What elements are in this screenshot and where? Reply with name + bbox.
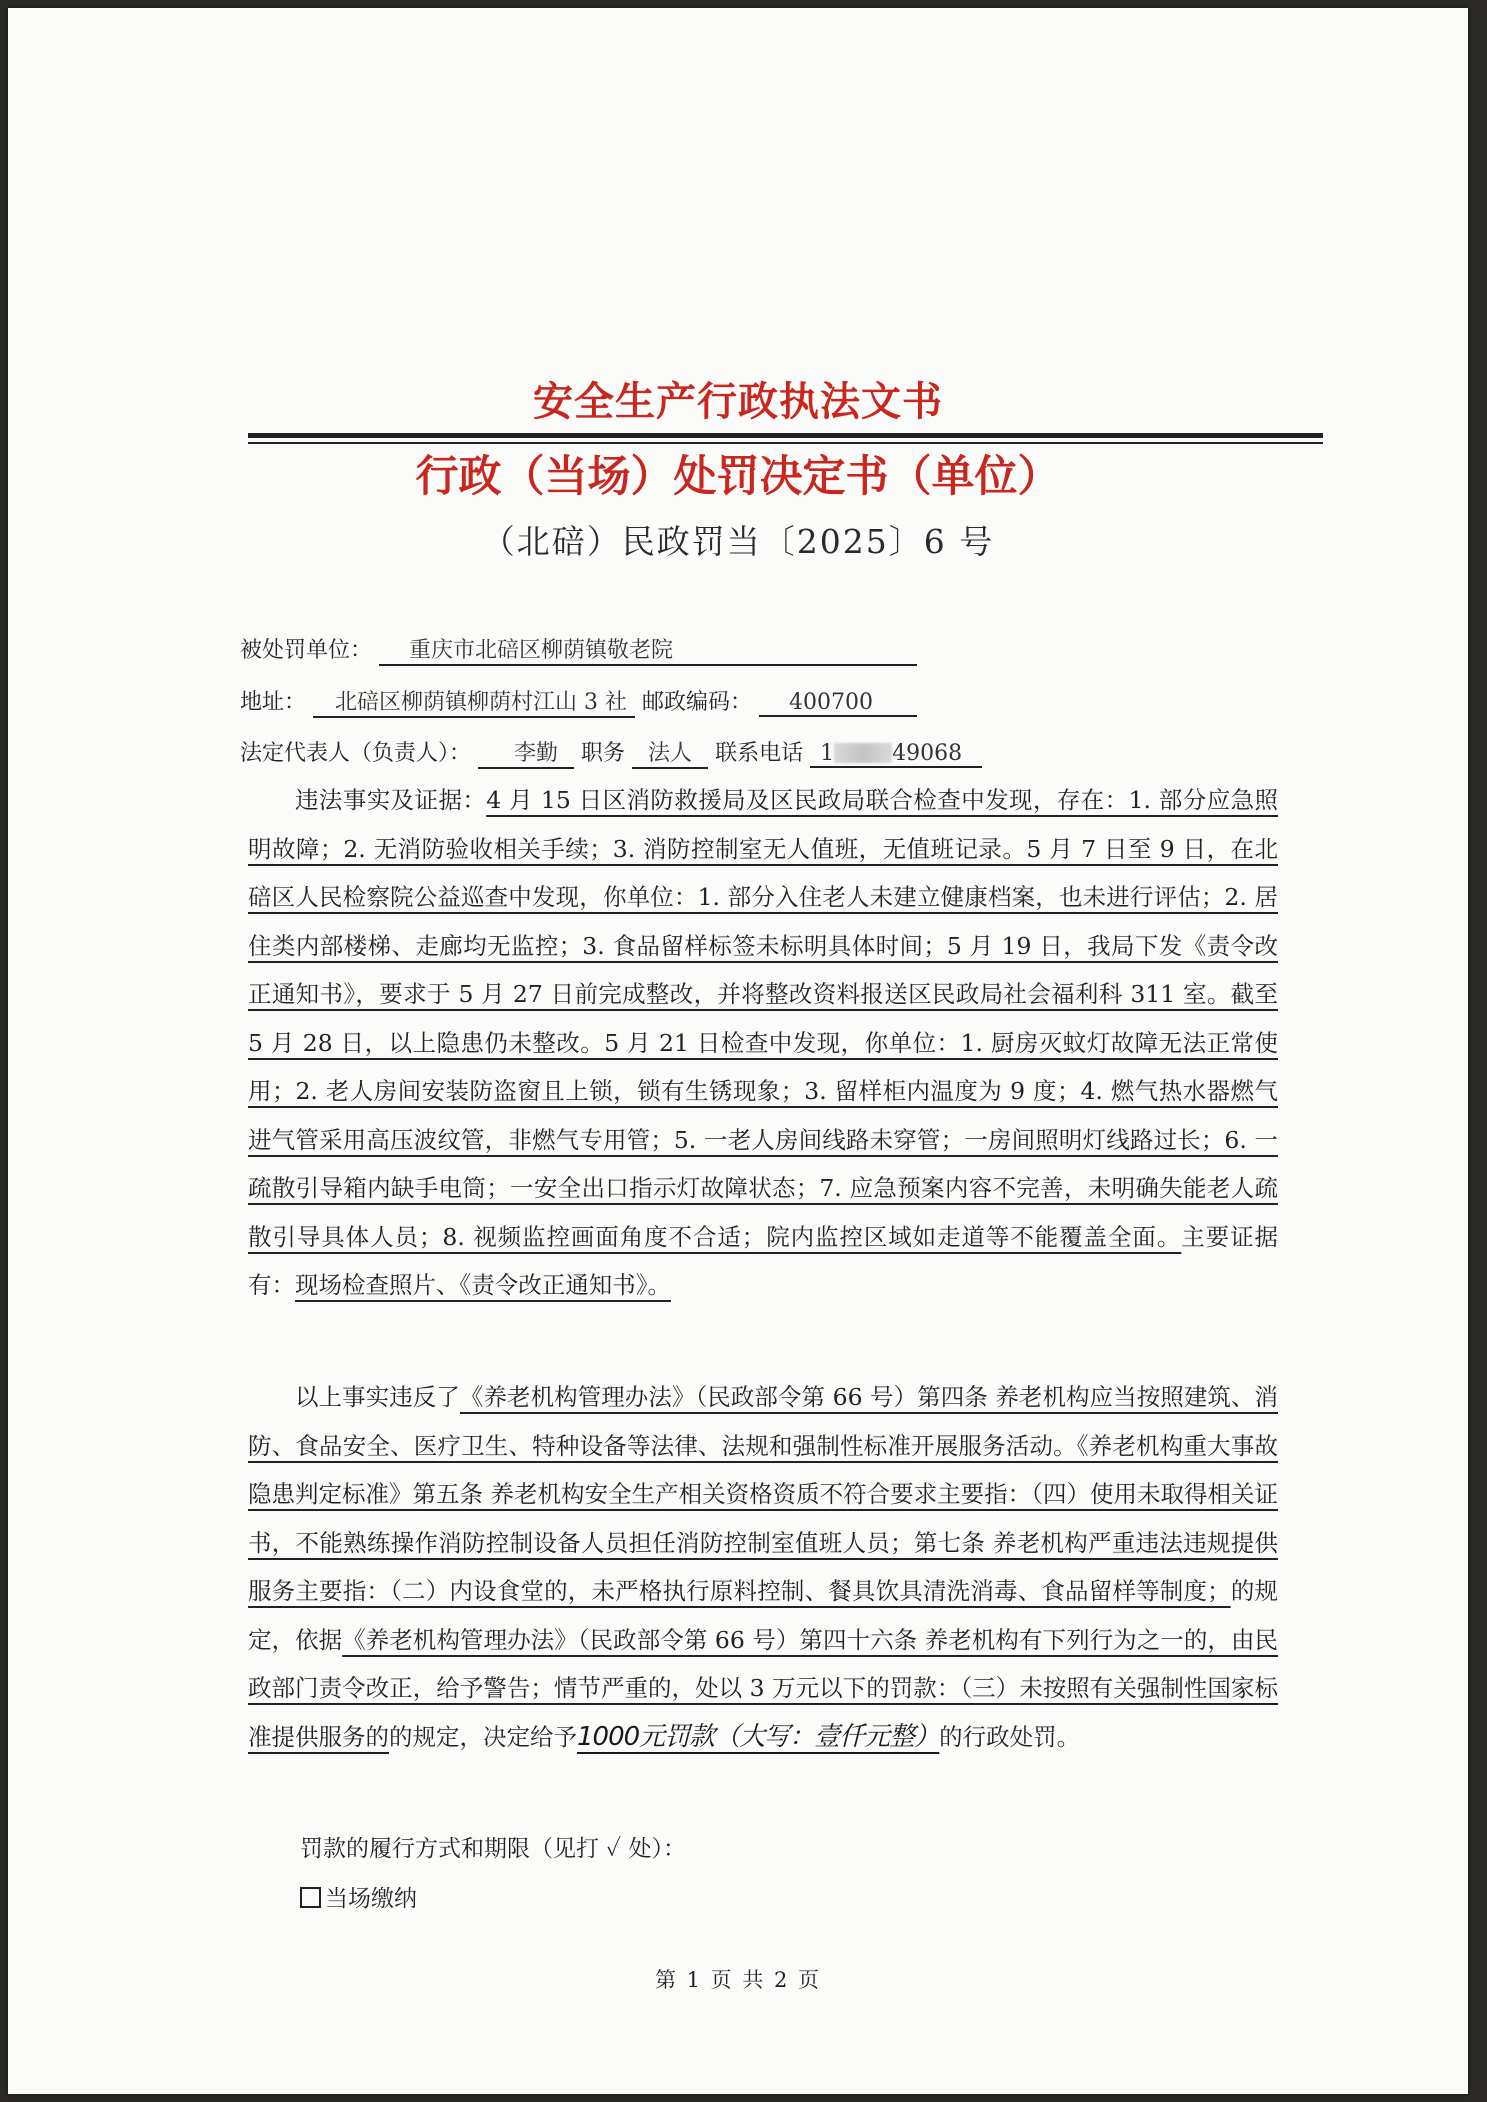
duty-label: 职务 xyxy=(581,741,626,766)
basis-law: 《养老机构管理办法》（民政部令第 66 号）第四十六条 养老机构有下列行为之一的，由民政部门责令改正，给予警告；情节严重的，处以 3 万元以下的罚款：（三）未按照有关强制性国家标准提供服务的 xyxy=(248,1625,1279,1751)
decision-tail: 的行政处罚。 xyxy=(939,1722,1081,1751)
decision-text: 的规定，决定给予 xyxy=(389,1722,577,1751)
rep-value: 李勤 xyxy=(478,736,574,769)
unit-row xyxy=(240,633,917,666)
postcode-label: 邮政编码： xyxy=(642,690,753,715)
document-number: （北碚）民政罚当〔2025〕6 号 xyxy=(481,522,995,561)
address-row xyxy=(240,685,917,718)
onsite-checkbox[interactable] xyxy=(300,1887,321,1908)
duty-value: 法人 xyxy=(632,736,708,769)
violation-mid: 的规定，依据 xyxy=(248,1577,1279,1654)
facts-label: 违法事实及证据： xyxy=(295,786,487,814)
representative-row xyxy=(240,736,982,769)
payment-label: 罚款的履行方式和期限（见打 ✓ 处）： xyxy=(300,1836,686,1862)
address-value: 北碚区柳荫镇柳荫村江山 3 社 xyxy=(313,685,635,718)
page-footer: 第 1 页 共 2 页 xyxy=(654,1968,822,1992)
facts-section xyxy=(248,776,1278,1310)
payment-option-onsite xyxy=(300,1880,417,1913)
address-label: 地址： xyxy=(240,690,307,715)
violated-law: 《养老机构管理办法》（民政部令第 66 号）第四条 养老机构应当按照建筑、消防、食品安全、医疗卫生、特种设备等法律、法规和强制性标准开展服务活动。《养老机构重大事故隐患判定标准》第五条 养老机构安全生产相关资格资质不符合要求主要指：（四）使用未取得相关证书，不能熟练操作消防控制设备人员担任消防控制室值班人员；第七条 养老机构严重违法违规提供服务主要指：（二）内设食堂的，未严格执行原料控制、餐具饮具清洗消毒、食品留样等制度； xyxy=(248,1383,1278,1605)
phone-redaction xyxy=(834,743,892,763)
phone-prefix: 1 xyxy=(820,741,835,766)
rep-label: 法定代表人（负责人）： xyxy=(240,741,472,766)
evidence-value: 现场检查照片、《责令改正通知书》。 xyxy=(295,1271,671,1299)
onsite-option-label: 当场缴纳 xyxy=(325,1886,417,1912)
unit-label: 被处罚单位： xyxy=(240,638,373,663)
document-subtitle: 行政（当场）处罚决定书（单位） xyxy=(415,452,1061,502)
handwritten-penalty: 1000元罚款（大写：壹仟元整） xyxy=(577,1721,940,1752)
unit-value: 重庆市北碚区柳荫镇敬老院 xyxy=(379,633,917,666)
phone-label: 联系电话 xyxy=(715,741,804,766)
phone-value xyxy=(810,741,982,768)
document-title: 安全生产行政执法文书 xyxy=(533,378,943,425)
phone-suffix: 49068 xyxy=(892,741,963,766)
document-page xyxy=(8,8,1468,2094)
violation-section xyxy=(248,1373,1278,1761)
facts-text: 4 月 15 日区消防救援局及区民政局联合检查中发现，存在：1. 部分应急照明故障；2. 无消防验收相关手续；3. 消防控制室无人值班，无值班记录。5 月 7 日至 9 日，在北碚区人民检察院公益巡查中发现，你单位：1. 部分入住老人未建立健康档案，也未进行评估；2. 居住类内部楼梯、走廊均无监控；3. 食品留样标签未标明具体时间；5 月 19 日，我局下发《责令改正通知书》，要求于 5 月 27 日前完成整改，并将整改资料报送区民政局社会福利科 311 室。截至 5 月 28 日，以上隐患仍未整改。5 月 21 日检查中发现，你单位：1. 厨房灭蚊灯故障无法正常使用；2. 老人房间安装防盗窗且上锁，锁有生锈现象；3. 留样柜内温度为 9 度；4. 燃气热水器燃气进气管采用高压波纹管，非燃气专用管；5. 一老人房间线路未穿管；一房间照明灯线路过长；6. 一疏散引导箱内缺手电筒；一安全出口指示灯故障状态；7. 应急预案内容不完善，未明确失能老人疏散引导具体人员；8. 视频监控画面角度不合适；院内监控区域如走道等不能覆盖全面。 xyxy=(248,786,1279,1251)
title-rule-thick xyxy=(248,433,1323,438)
violation-lead: 以上事实违反了 xyxy=(295,1383,460,1411)
evidence-label: 主要证据有： xyxy=(248,1222,1279,1299)
postcode-value: 400700 xyxy=(759,690,917,717)
